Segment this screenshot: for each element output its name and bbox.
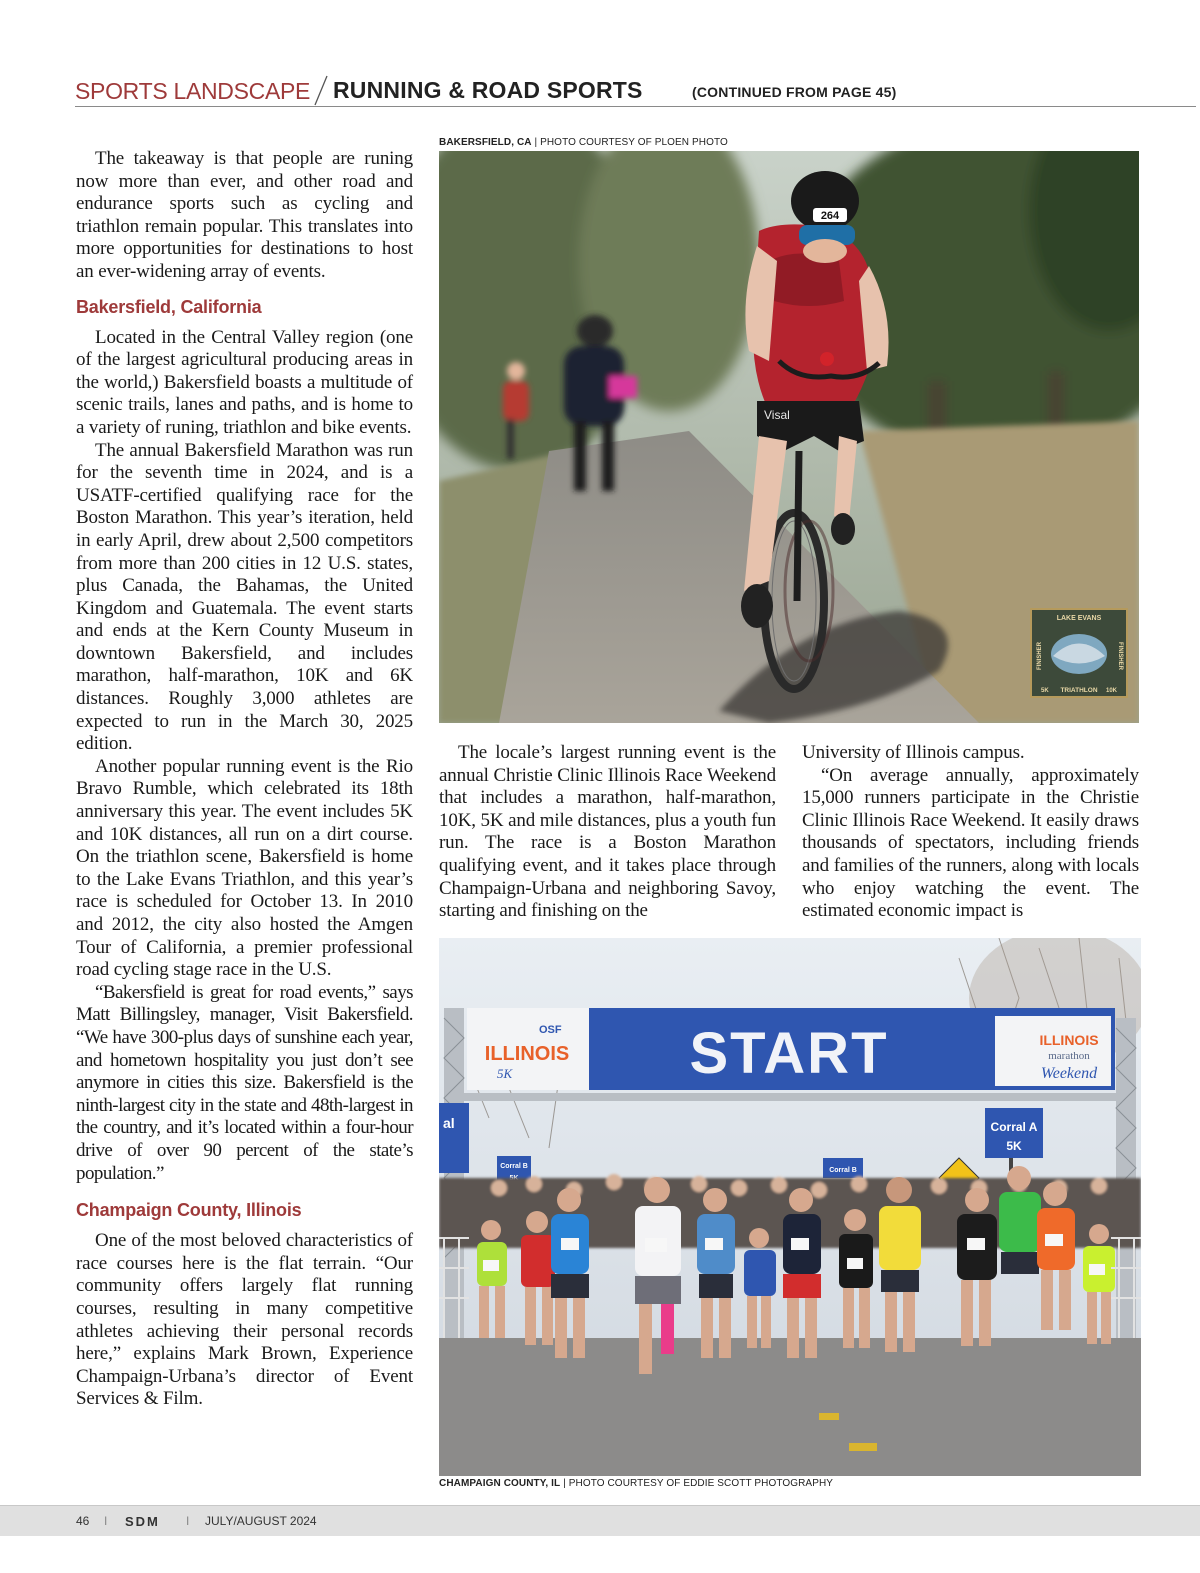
bakersfield-paragraph-2: The annual Bakersfield Marathon was run for the seventh time in 2024, and is a USATF-certified qualifying race for the Boston Marathon. This year’s iteration, held in early April, drew about 2,500 competitors from more than 200 cities in 12 U.S. states, plus Canada, the Bahamas, the United Kingdom and Guatemala. The event starts and ends at the Kern County Museum in downtown Bakersfield, and includes marathon, half-marathon, 10K and 6K distances. Roughly 3,000 athletes are expected to run in the March 30, 2025 edition. xyxy=(76,439,413,755)
article-column-1 xyxy=(76,148,413,1411)
champaign-paragraph-2: The locale’s largest running event is the annual Christie Clinic Illinois Race Weekend that includes a marathon, half-marathon, 10K, 5K and mile distances, plus a youth fun run. The race is a Boston Marathon qualifying event, and it takes place through Champaign-Urbana and neighboring Savoy, starting and finishing on the xyxy=(439,742,776,922)
badge-bottom-right: 10K xyxy=(1105,688,1117,694)
badge-bottom-left: 5K xyxy=(1041,688,1049,694)
sdm-logo: SDM xyxy=(125,1514,160,1529)
lake-evans-badge xyxy=(1031,609,1127,697)
badge-left-text: FINISHER xyxy=(1037,641,1043,671)
photo1-caption-credit: PHOTO COURTESY OF PLOEN PHOTO xyxy=(540,137,728,148)
banner-right-sub: marathon xyxy=(1048,1050,1090,1062)
continued-note: (CONTINUED FROM PAGE 45) xyxy=(692,84,897,100)
photo2-caption-place: CHAMPAIGN COUNTY, IL xyxy=(439,1478,561,1489)
champaign-paragraph-2-cont: University of Illinois campus. xyxy=(802,742,1025,763)
banner-right-script: Weekend xyxy=(1040,1065,1098,1082)
article-column-3 xyxy=(802,742,1139,923)
corral-a-line2: 5K xyxy=(1006,1139,1022,1153)
side-banner-text: al xyxy=(443,1115,455,1131)
badge-top-text: LAKE EVANS xyxy=(1056,615,1102,622)
champaign-paragraph-3: “On average annually, approximately 15,000 runners participate in the Christie Clinic Illinois Race Weekend. It easily draws thousands of spectators, including friends and families of the runners, along with locals who enjoy watching the event. The estimated economic impact is xyxy=(802,764,1139,922)
photo2-caption xyxy=(439,1478,833,1489)
bakersfield-paragraph-3: Another popular running event is the Rio Bravo Rumble, which celebrated its 18th anniversary this year. The event includes 5K and 10K distances, all run on a dirt course. On the triathlon scene, Bakersfield is home to the Lake Evans Triathlon, and this year’s race is scheduled for October 13. In 2010 and 2012, the city also hosted the Amgen Tour of California, a premier professional road cycling stage race in the U.S. xyxy=(76,755,413,981)
bakersfield-paragraph-1: Located in the Central Valley region (one of the largest agricultural producing areas in the world,) Bakersfield boasts a multitude of scenic trails, lanes and paths, and is home to a variety of runing, triathlon and bike events. xyxy=(76,326,413,438)
topic-title: RUNNING & ROAD SPORTS xyxy=(333,77,643,103)
intro-paragraph: The takeaway is that people are runing now more than ever, and other road and endurance sports such as cycling and triathlon remain popular. This translates into more opportunities for destinations to host an ever-widening array of events. xyxy=(76,148,413,282)
bakersfield-paragraph-4: “Bakersfield is great for road events,” says Matt Billingsley, manager, Visit Bakersfield. “We have 300-plus days of sunshine each year, and hometown hospitality you just don’t see anymore in cities this size. Bakersfield is the ninth-largest city in the state and 48th-largest in the country, and it’s located within a four-hour drive of over 90 percent of the state’s population.” xyxy=(76,981,413,1184)
corral-b-left-line1: Corral B xyxy=(500,1163,528,1170)
heading-champaign: Champaign County, Illinois xyxy=(76,1200,302,1221)
article-column-2 xyxy=(439,742,776,923)
photo2-caption-credit: PHOTO COURTESY OF EDDIE SCOTT PHOTOGRAPHY xyxy=(568,1478,834,1489)
banner-left-sub: 5K xyxy=(497,1066,513,1081)
photo-bakersfield-cyclist xyxy=(439,151,1139,723)
badge-bottom-text: TRIATHLON xyxy=(1060,687,1098,694)
heading-bakersfield: Bakersfield, California xyxy=(76,296,262,317)
footer-separator: I xyxy=(104,1514,108,1528)
page-footer xyxy=(0,1505,1200,1536)
section-label: SPORTS LANDSCAPE xyxy=(75,78,311,104)
photo2-caption-sep: | xyxy=(560,1478,569,1489)
photo1-caption-place: BAKERSFIELD, CA xyxy=(439,137,532,148)
champaign-paragraph-1: One of the most beloved characteristics of race courses here is the flat terrain. “Our community offers largely flat running courses, resulting in many competitive athletes achieving their personal records here,” explains Mark Brown, Experience Champaign-Urbana’s director of Event Services & Film. xyxy=(76,1230,413,1410)
photo-champaign-start xyxy=(439,938,1141,1476)
banner-right-title: ILLINOIS xyxy=(1039,1032,1099,1048)
banner-start-word: START xyxy=(689,1021,889,1086)
page-header xyxy=(75,76,1196,107)
corral-a-line1: Corral A xyxy=(990,1120,1038,1134)
issue-date: JULY/AUGUST 2024 xyxy=(205,1514,317,1528)
jersey-text: Visal xyxy=(764,408,790,422)
slash-divider xyxy=(313,74,329,106)
badge-right-text: FINISHER xyxy=(1117,641,1123,671)
corral-b-sign-mid xyxy=(823,1158,863,1178)
photo1-caption-sep: | xyxy=(531,137,541,148)
banner-left-brand: OSF xyxy=(539,1024,562,1036)
banner-left-title: ILLINOIS xyxy=(484,1043,570,1065)
corral-b-mid-text: Corral B xyxy=(829,1167,857,1174)
photo1-caption xyxy=(439,137,728,148)
page-number: 46 xyxy=(76,1514,90,1528)
bib-number: 264 xyxy=(820,210,840,222)
footer-separator-2: I xyxy=(186,1514,190,1528)
